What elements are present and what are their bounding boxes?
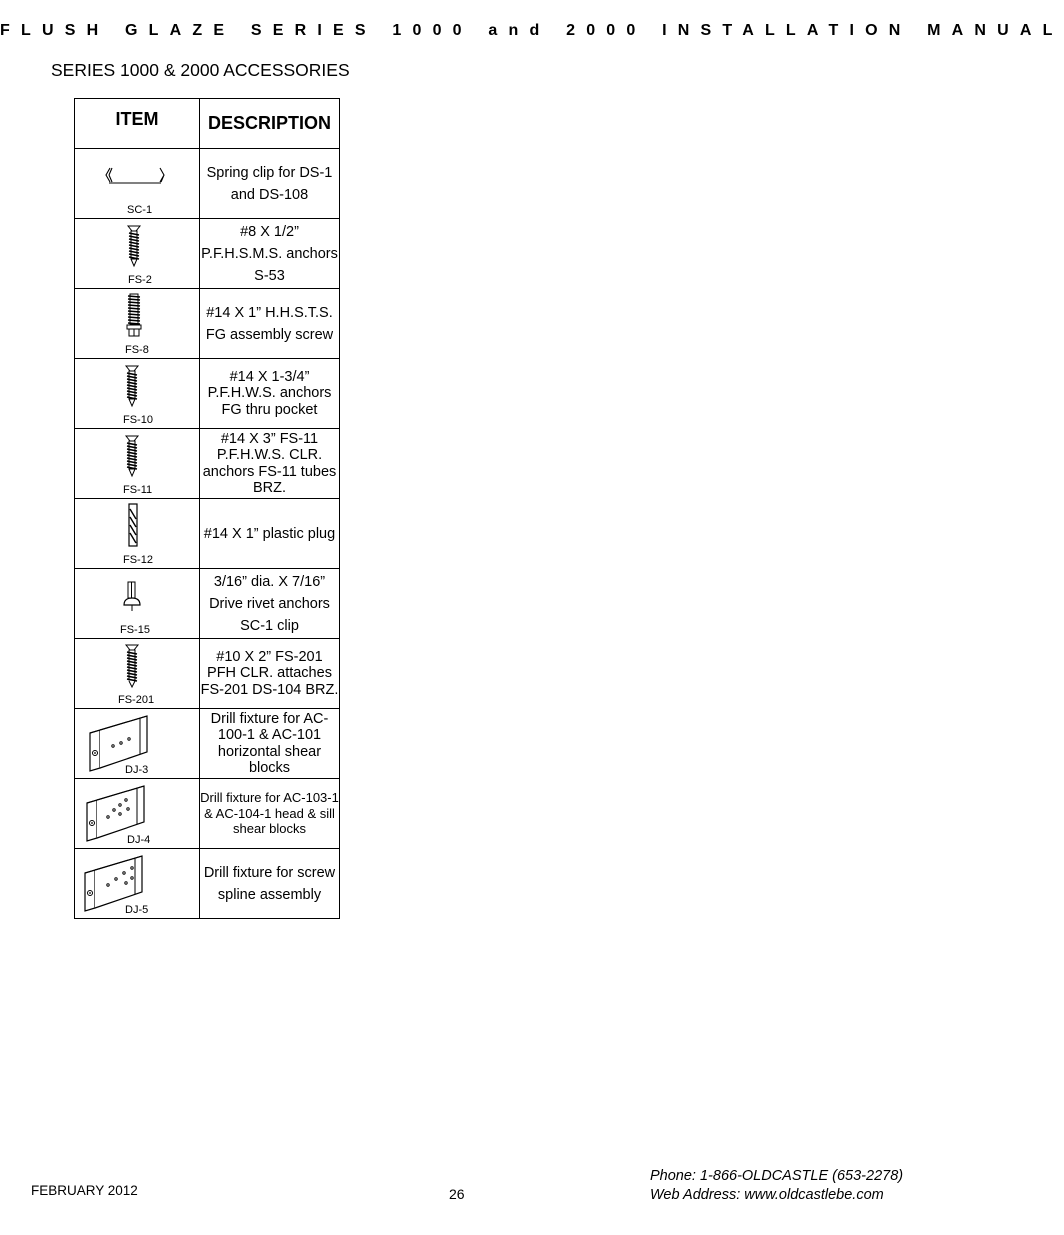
table-row <box>75 289 340 359</box>
table-row <box>75 219 340 289</box>
item-description: Spring clip for DS-1 and DS-108 <box>200 149 340 219</box>
item-description: #8 X 1/2” P.F.H.S.M.S. anchors S-53 <box>200 219 340 289</box>
item-code: SC-1 <box>127 204 153 216</box>
item-cell <box>75 569 200 639</box>
screw-icon <box>125 435 139 477</box>
item-cell <box>75 709 200 779</box>
item-description: Drill fixture for screw spline assembly <box>200 849 340 919</box>
plastic-plug-icon <box>126 503 140 547</box>
hex-screw-icon <box>125 292 143 338</box>
item-description: #14 X 1” H.H.S.T.S. FG assembly screw <box>200 289 340 359</box>
table-row <box>75 849 340 919</box>
footer-date: FEBRUARY 2012 <box>31 1183 138 1198</box>
item-cell <box>75 849 200 919</box>
item-code: FS-12 <box>123 554 153 566</box>
item-description: #14 X 3” FS-11 P.F.H.W.S. CLR. anchors FS-11 tubes BRZ. <box>200 429 340 499</box>
table-row <box>75 639 340 709</box>
item-cell <box>75 219 200 289</box>
item-code: FS-10 <box>123 414 153 426</box>
table-row <box>75 359 340 429</box>
web-address: Web Address: www.oldcastlebe.com <box>650 1187 884 1203</box>
accessories-table <box>74 98 340 919</box>
drive-rivet-icon <box>123 581 141 613</box>
item-description: #10 X 2” FS-201 PFH CLR. attaches FS-201 DS-104 BRZ. <box>200 639 340 709</box>
item-cell <box>75 779 200 849</box>
table-row <box>75 569 340 639</box>
item-code: FS-11 <box>123 484 153 496</box>
item-column-header: ITEM <box>75 99 200 149</box>
screw-icon <box>125 644 139 688</box>
item-cell <box>75 499 200 569</box>
table-header-row <box>75 99 340 149</box>
screw-icon <box>125 365 139 407</box>
item-description: #14 X 1-3/4” P.F.H.W.S. anchors FG thru pocket <box>200 359 340 429</box>
table-row <box>75 429 340 499</box>
item-description: #14 X 1” plastic plug <box>200 499 340 569</box>
table-row <box>75 779 340 849</box>
table-row <box>75 709 340 779</box>
phone-number: Phone: 1-866-OLDCASTLE (653-2278) <box>650 1168 904 1184</box>
item-description: 3/16” dia. X 7/16” Drive rivet anchors SC-1 clip <box>200 569 340 639</box>
description-column-header: DESCRIPTION <box>200 99 340 149</box>
item-description: Drill fixture for AC-103-1 & AC-104-1 head & sill shear blocks <box>200 779 340 849</box>
page-number: 26 <box>449 1186 465 1202</box>
table-row <box>75 499 340 569</box>
item-code: FS-15 <box>120 624 150 636</box>
footer-contact <box>650 1167 903 1205</box>
item-code: DJ-3 <box>125 764 149 776</box>
item-code: DJ-4 <box>127 834 151 846</box>
item-code: FS-201 <box>118 694 155 706</box>
table-row <box>75 149 340 219</box>
spring-clip-icon <box>103 165 169 187</box>
item-cell <box>75 289 200 359</box>
item-code: FS-2 <box>128 274 152 286</box>
screw-icon <box>127 225 141 267</box>
item-code: DJ-5 <box>125 904 149 916</box>
manual-title: FLUSH GLAZE SERIES 1000 and 2000 INSTALLATION MANUAL <box>0 22 1064 39</box>
item-cell <box>75 429 200 499</box>
item-code: FS-8 <box>125 344 149 356</box>
item-description: Drill fixture for AC-100-1 & AC-101 horizontal shear blocks <box>200 709 340 779</box>
item-cell <box>75 639 200 709</box>
item-cell <box>75 149 200 219</box>
section-title: SERIES 1000 & 2000 ACCESSORIES <box>51 60 350 80</box>
item-cell <box>75 359 200 429</box>
